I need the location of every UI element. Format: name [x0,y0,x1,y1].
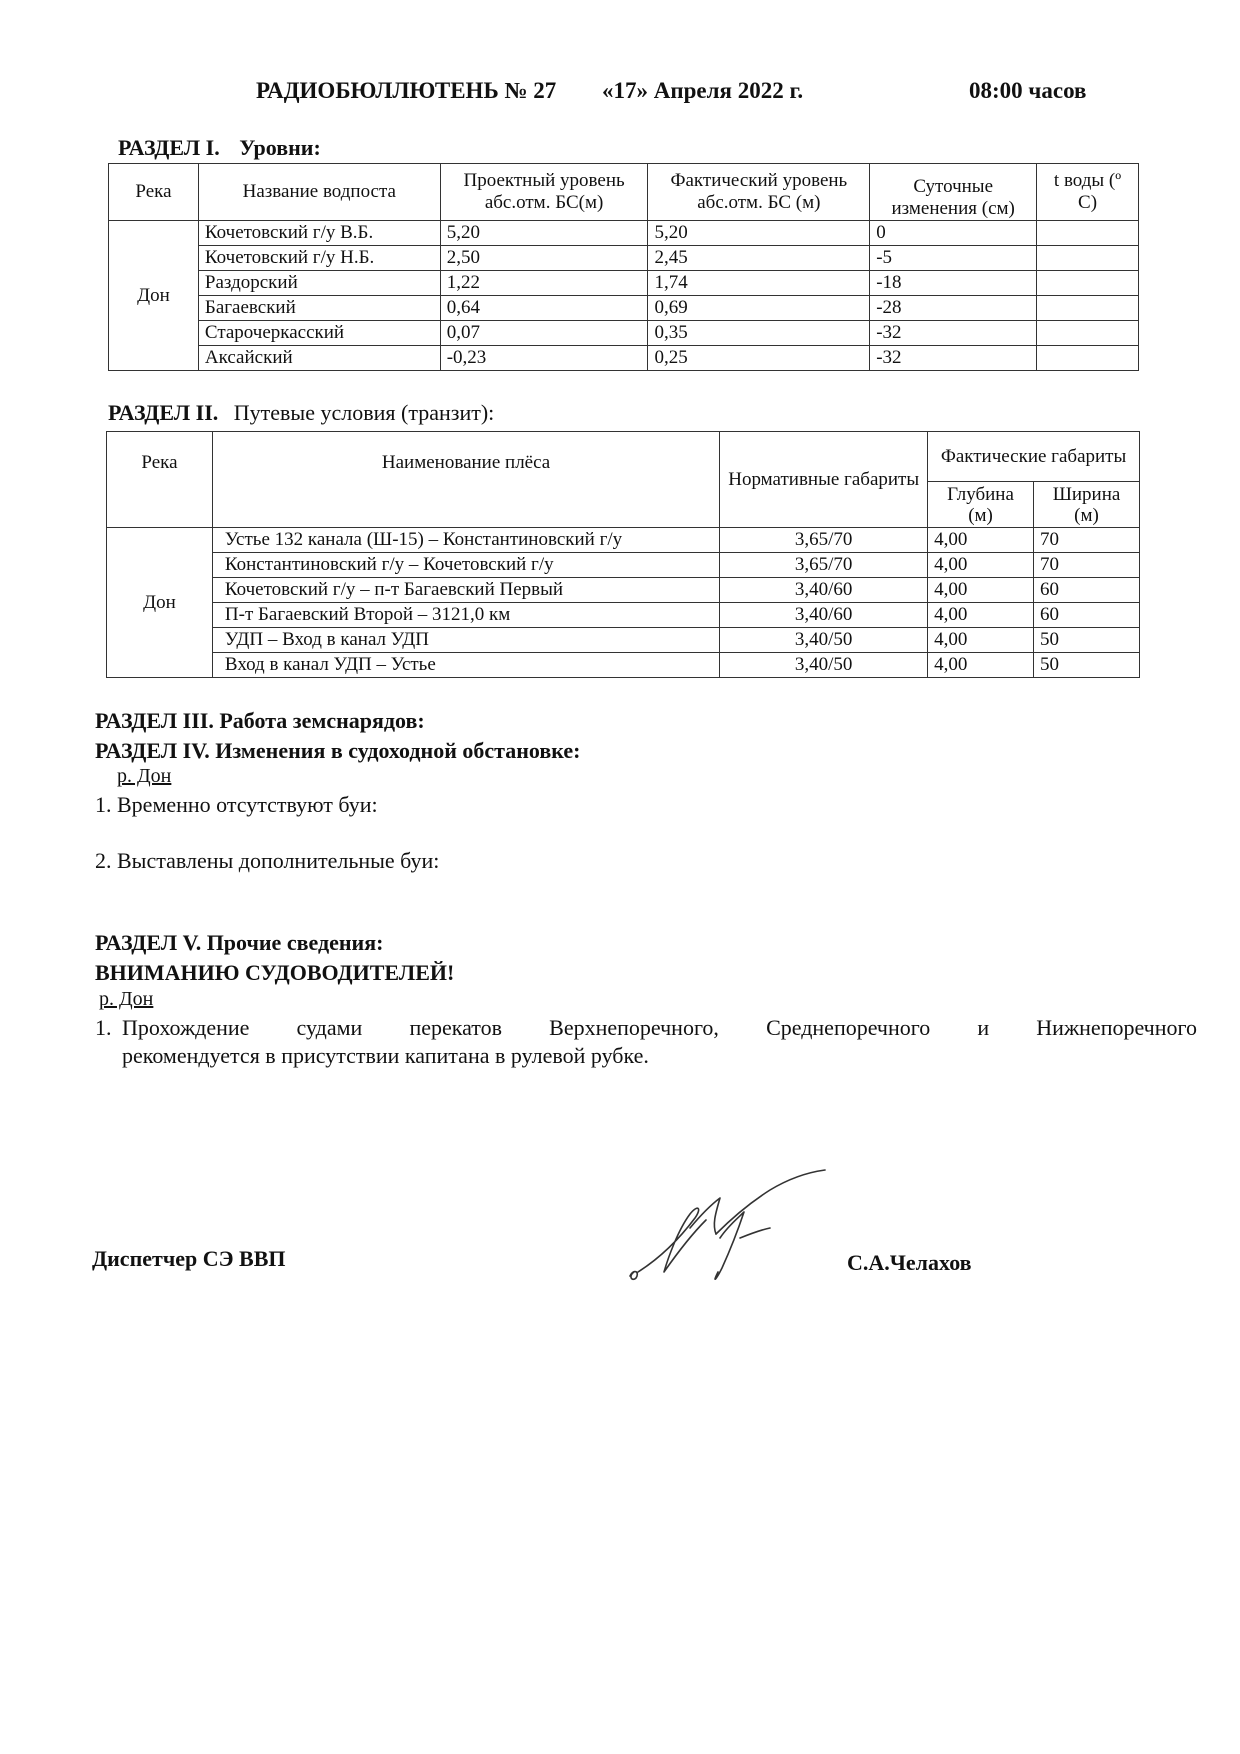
table-row [107,653,1140,678]
levels-header-row [109,164,1139,221]
levels-header-fact: Фактический уровень абс.отм. БС (м) [648,164,870,221]
route-header-norm: Нормативные габариты [720,432,928,528]
levels-fact: 5,20 [648,221,870,246]
levels-change: -5 [870,246,1037,271]
section-4-item-1: 1. Временно отсутствуют буи: [95,792,378,817]
route-header-depth: Глубина (м) [928,482,1034,528]
table-row [107,553,1140,578]
levels-project: 2,50 [440,246,648,271]
levels-river-cell: Дон [109,221,199,371]
route-width: 50 [1034,628,1140,653]
route-norm: 3,65/70 [720,528,928,553]
levels-post: Аксайский [198,346,440,371]
section-1-heading [118,135,321,161]
bulletin-time: 08:00 часов [969,78,1087,103]
levels-fact: 0,35 [648,321,870,346]
levels-change: -32 [870,321,1037,346]
section-5-item-line-2: рекомендуется в присутствии капитана в рулевой рубке. [122,1043,649,1068]
levels-header-project: Проектный уровень абс.отм. БС(м) [440,164,648,221]
route-width: 50 [1034,653,1140,678]
table-row [109,296,1139,321]
attention-heading: ВНИМАНИЮ СУДОВОДИТЕЛЕЙ! [95,960,455,985]
levels-fact: 2,45 [648,246,870,271]
route-depth: 4,00 [928,653,1034,678]
route-norm: 3,40/60 [720,578,928,603]
route-width: 60 [1034,603,1140,628]
levels-project: -0,23 [440,346,648,371]
levels-project: 0,07 [440,321,648,346]
levels-temp [1037,246,1139,271]
section-2-subtitle: Путевые условия (транзит): [233,400,495,425]
route-header-stretch: Наименование плёса [212,432,719,528]
table-row [109,271,1139,296]
section-4-river: р. Дон [117,765,172,787]
route-stretch: Устье 132 канала (Ш-15) – Константиновский г/у [212,528,719,553]
section-5-title: РАЗДЕЛ V. Прочие сведения: [95,930,384,955]
levels-fact: 1,74 [648,271,870,296]
levels-header-post: Название водпоста [198,164,440,221]
route-header-river: Река [107,432,213,528]
route-header-actual: Фактические габариты [928,432,1140,482]
levels-post: Кочетовский г/у Н.Б. [198,246,440,271]
route-stretch: Константиновский г/у – Кочетовский г/у [212,553,719,578]
levels-fact: 0,69 [648,296,870,321]
route-norm: 3,40/50 [720,628,928,653]
route-depth: 4,00 [928,553,1034,578]
levels-change: 0 [870,221,1037,246]
section-5-item-line-1: Прохождение судами перекатов Верхнепоречного, Среднепоречного и Нижнепоречного [122,1015,1197,1040]
levels-post: Раздорский [198,271,440,296]
section-3-title: РАЗДЕЛ III. Работа земснарядов: [95,708,425,733]
route-norm: 3,40/50 [720,653,928,678]
route-depth: 4,00 [928,578,1034,603]
route-header-row [107,432,1140,482]
levels-table [108,163,1139,371]
levels-post: Старочеркасский [198,321,440,346]
section-4-item-2: 2. Выставлены дополнительные буи: [95,848,440,873]
levels-header-change: Суточные изменения (см) [870,164,1037,221]
route-stretch: УДП – Вход в канал УДП [212,628,719,653]
table-row [107,528,1140,553]
levels-change: -28 [870,296,1037,321]
levels-fact: 0,25 [648,346,870,371]
bulletin-date: «17» Апреля 2022 г. [602,78,804,103]
section-1-subtitle: Уровни: [239,135,321,160]
signature-image [620,1168,840,1298]
levels-project: 5,20 [440,221,648,246]
levels-temp [1037,346,1139,371]
levels-temp [1037,221,1139,246]
route-width: 60 [1034,578,1140,603]
section-5-item-number: 1. [95,1015,112,1040]
table-row [109,246,1139,271]
route-river-cell: Дон [107,528,213,678]
route-width: 70 [1034,528,1140,553]
table-row [107,578,1140,603]
levels-project: 1,22 [440,271,648,296]
bulletin-header [256,78,1087,104]
levels-project: 0,64 [440,296,648,321]
levels-post: Багаевский [198,296,440,321]
route-width: 70 [1034,553,1140,578]
levels-temp [1037,296,1139,321]
section-2-heading [108,400,494,426]
route-norm: 3,40/60 [720,603,928,628]
table-row [109,346,1139,371]
levels-temp [1037,271,1139,296]
route-depth: 4,00 [928,528,1034,553]
levels-header-river: Река [109,164,199,221]
section-1-title: РАЗДЕЛ I. [118,135,220,160]
route-depth: 4,00 [928,603,1034,628]
levels-change: -18 [870,271,1037,296]
table-row [109,321,1139,346]
section-5-river: р. Дон [99,988,154,1010]
levels-change: -32 [870,346,1037,371]
levels-header-temp: t воды (º C) [1037,164,1139,221]
route-norm: 3,65/70 [720,553,928,578]
bulletin-title: РАДИОБЮЛЛЮТЕНЬ № 27 [256,78,557,103]
route-header-width: Ширина (м) [1034,482,1140,528]
table-row [107,603,1140,628]
route-stretch: Вход в канал УДП – Устье [212,653,719,678]
section-4-title: РАЗДЕЛ IV. Изменения в судоходной обстановке: [95,738,581,763]
route-stretch: Кочетовский г/у – п-т Багаевский Первый [212,578,719,603]
levels-post: Кочетовский г/у В.Б. [198,221,440,246]
route-stretch: П-т Багаевский Второй – 3121,0 км [212,603,719,628]
table-row [109,221,1139,246]
table-row [107,628,1140,653]
dispatcher-position: Диспетчер СЭ ВВП [92,1246,286,1271]
route-table [106,431,1140,678]
dispatcher-name: С.А.Челахов [847,1250,972,1275]
section-2-title: РАЗДЕЛ II. [108,400,219,425]
levels-temp [1037,321,1139,346]
route-depth: 4,00 [928,628,1034,653]
